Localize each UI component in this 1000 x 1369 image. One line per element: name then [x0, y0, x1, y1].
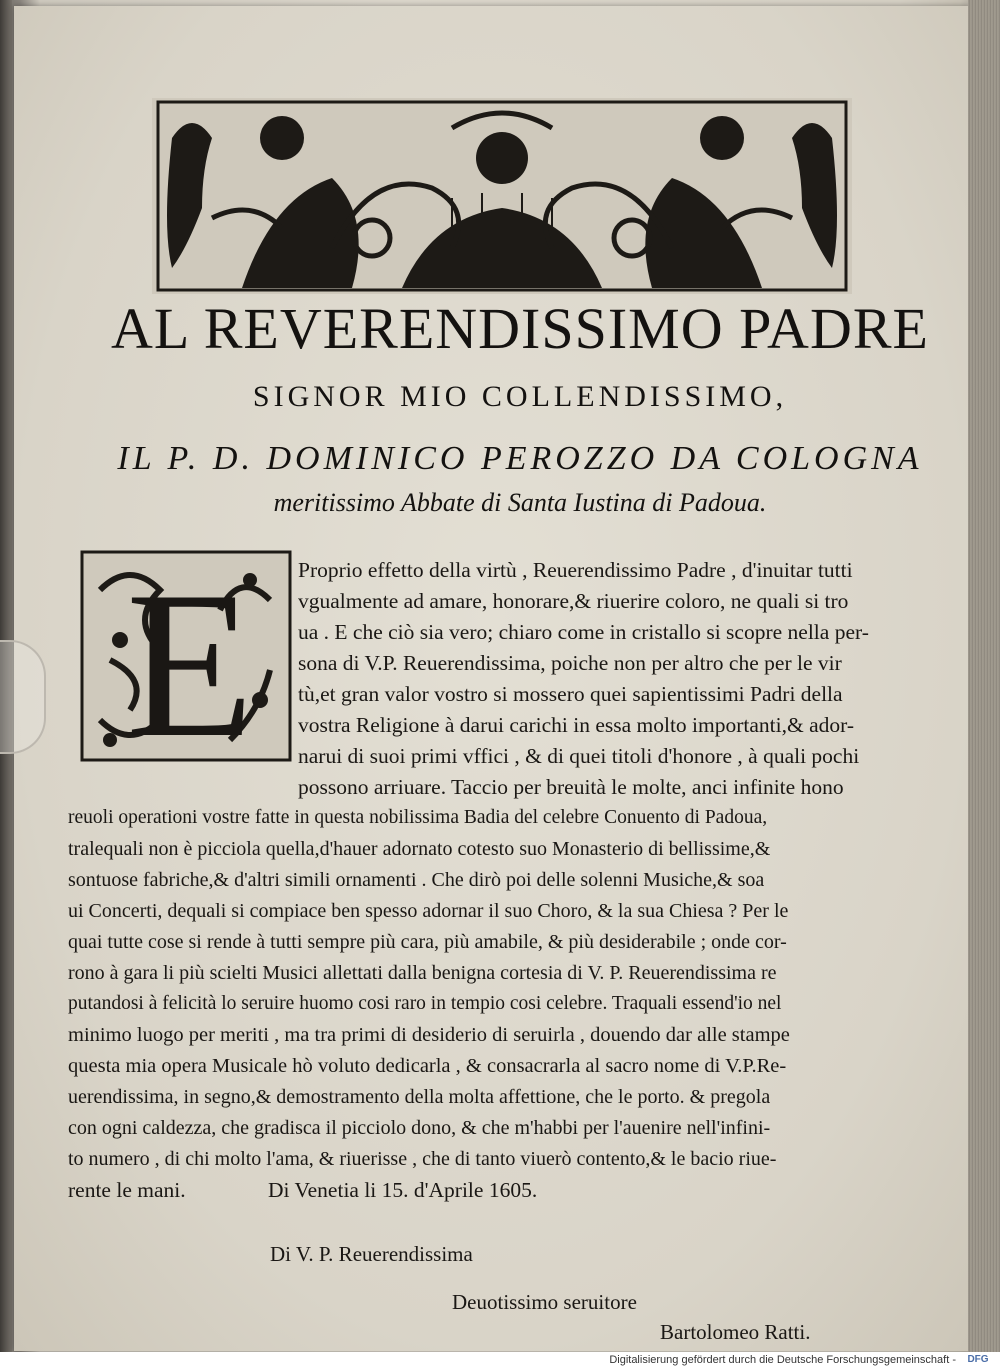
body-line: sona di V.P. Reuerendissima, poiche non per altro che per le vir — [298, 651, 842, 675]
initial-letter: E — [125, 550, 255, 762]
body-line: vgualmente ad amare, honorare,& riuerire coloro, ne quali si tro — [298, 589, 849, 613]
funding-note: Digitalisierung gefördert durch die Deutsche Forschungsgemeinschaft - — [609, 1354, 956, 1366]
body-line: sontuose fabriche,& d'altri simili ornamenti . Che dirò poi delle solenni Musiche,& soa — [68, 869, 765, 891]
body-line: minimo luogo per meriti , ma tra primi di desiderio di seruirla , douendo dar alle stampe — [68, 1024, 790, 1046]
page-clip-marker — [0, 640, 46, 754]
dateline: Di Venetia li 15. d'Aprile 1605. — [268, 1178, 538, 1202]
page-fore-edge — [968, 0, 1000, 1352]
body-line: tù,et gran valor vostro si mossero quei sapientissimi Padri della — [298, 682, 843, 706]
body-line: quai tutte cose si rende à tutti sempre più cara, più amabile, & più desiderabile ; onde cor- — [68, 931, 787, 953]
page-title: AL REVERENDISSIMO PADRE — [111, 296, 929, 361]
body-line: to numero , di chi molto l'ama, & riuerisse , che di tanto viuerò contento,& le bacio riue- — [68, 1148, 777, 1170]
body-line: putandosi à felicità lo seruire huomo cosi raro in tempio cosi celebre. Traquali essend'io nel — [68, 993, 782, 1014]
body-line: reuoli operationi vostre fatte in questa nobilissima Badia del celebre Conuento di Padoua, — [68, 807, 768, 828]
body-line: rono à gara li più scielti Musici allettati dalla benigna cortesia di V. P. Reuerendissima re — [68, 962, 777, 984]
dedicatee-title: meritissimo Abbate di Santa Iustina di Padoua. — [273, 488, 767, 517]
body-line: vostra Religione à darui carichi in essa molto importanti,& ador- — [298, 713, 855, 737]
body-line: questa mia opera Musicale hò voluto dedicarla , & consacrarla al sacro nome di V.P.Re- — [68, 1055, 787, 1077]
body-line: ua . E che ciò sia vero; chiaro come in cristallo si scopre nella per- — [298, 620, 869, 644]
dedicatee-name: IL P. D. DOMINICO PEROZZO DA COLOGNA — [117, 440, 923, 477]
closing-salutation: Di V. P. Reuerendissima — [270, 1242, 473, 1266]
body-line: possono arriuare. Taccio per breuità le molte, anci infinite hono — [298, 775, 844, 799]
body-line: narui di suoi primi vffici , & di quei titoli d'honore , à quali pochi — [298, 744, 860, 768]
body-line: con ogni caldezza, che gradisca il picciolo dono, & che m'habbi per l'auenire nell'infini- — [68, 1117, 771, 1139]
footer-bar — [0, 1352, 1000, 1369]
ornamental-headpiece — [152, 98, 852, 294]
dfg-logo: DFG — [967, 1354, 989, 1365]
body-line: rente le mani. — [68, 1178, 186, 1202]
signature: Bartolomeo Ratti. — [660, 1320, 811, 1344]
body-line: ui Concerti, dequali si compiace ben spesso adornar il suo Choro, & la sua Chiesa ? Per le — [68, 900, 789, 922]
body-line: uerendissima, in segno,& demostramento della molta affettione, che le porto. & pregola — [68, 1086, 771, 1108]
body-line: tralequali non è picciola quella,d'hauer adornato cotesto suo Monasterio di bellissime,& — [68, 838, 771, 860]
page-subtitle: SIGNOR MIO COLLENDISSIMO, — [252, 380, 788, 413]
body-line: Proprio effetto della virtù , Reuerendissimo Padre , d'inuitar tutti — [298, 558, 853, 582]
closing-servant: Deuotissimo seruitore — [452, 1290, 637, 1314]
decorated-initial — [80, 550, 292, 762]
